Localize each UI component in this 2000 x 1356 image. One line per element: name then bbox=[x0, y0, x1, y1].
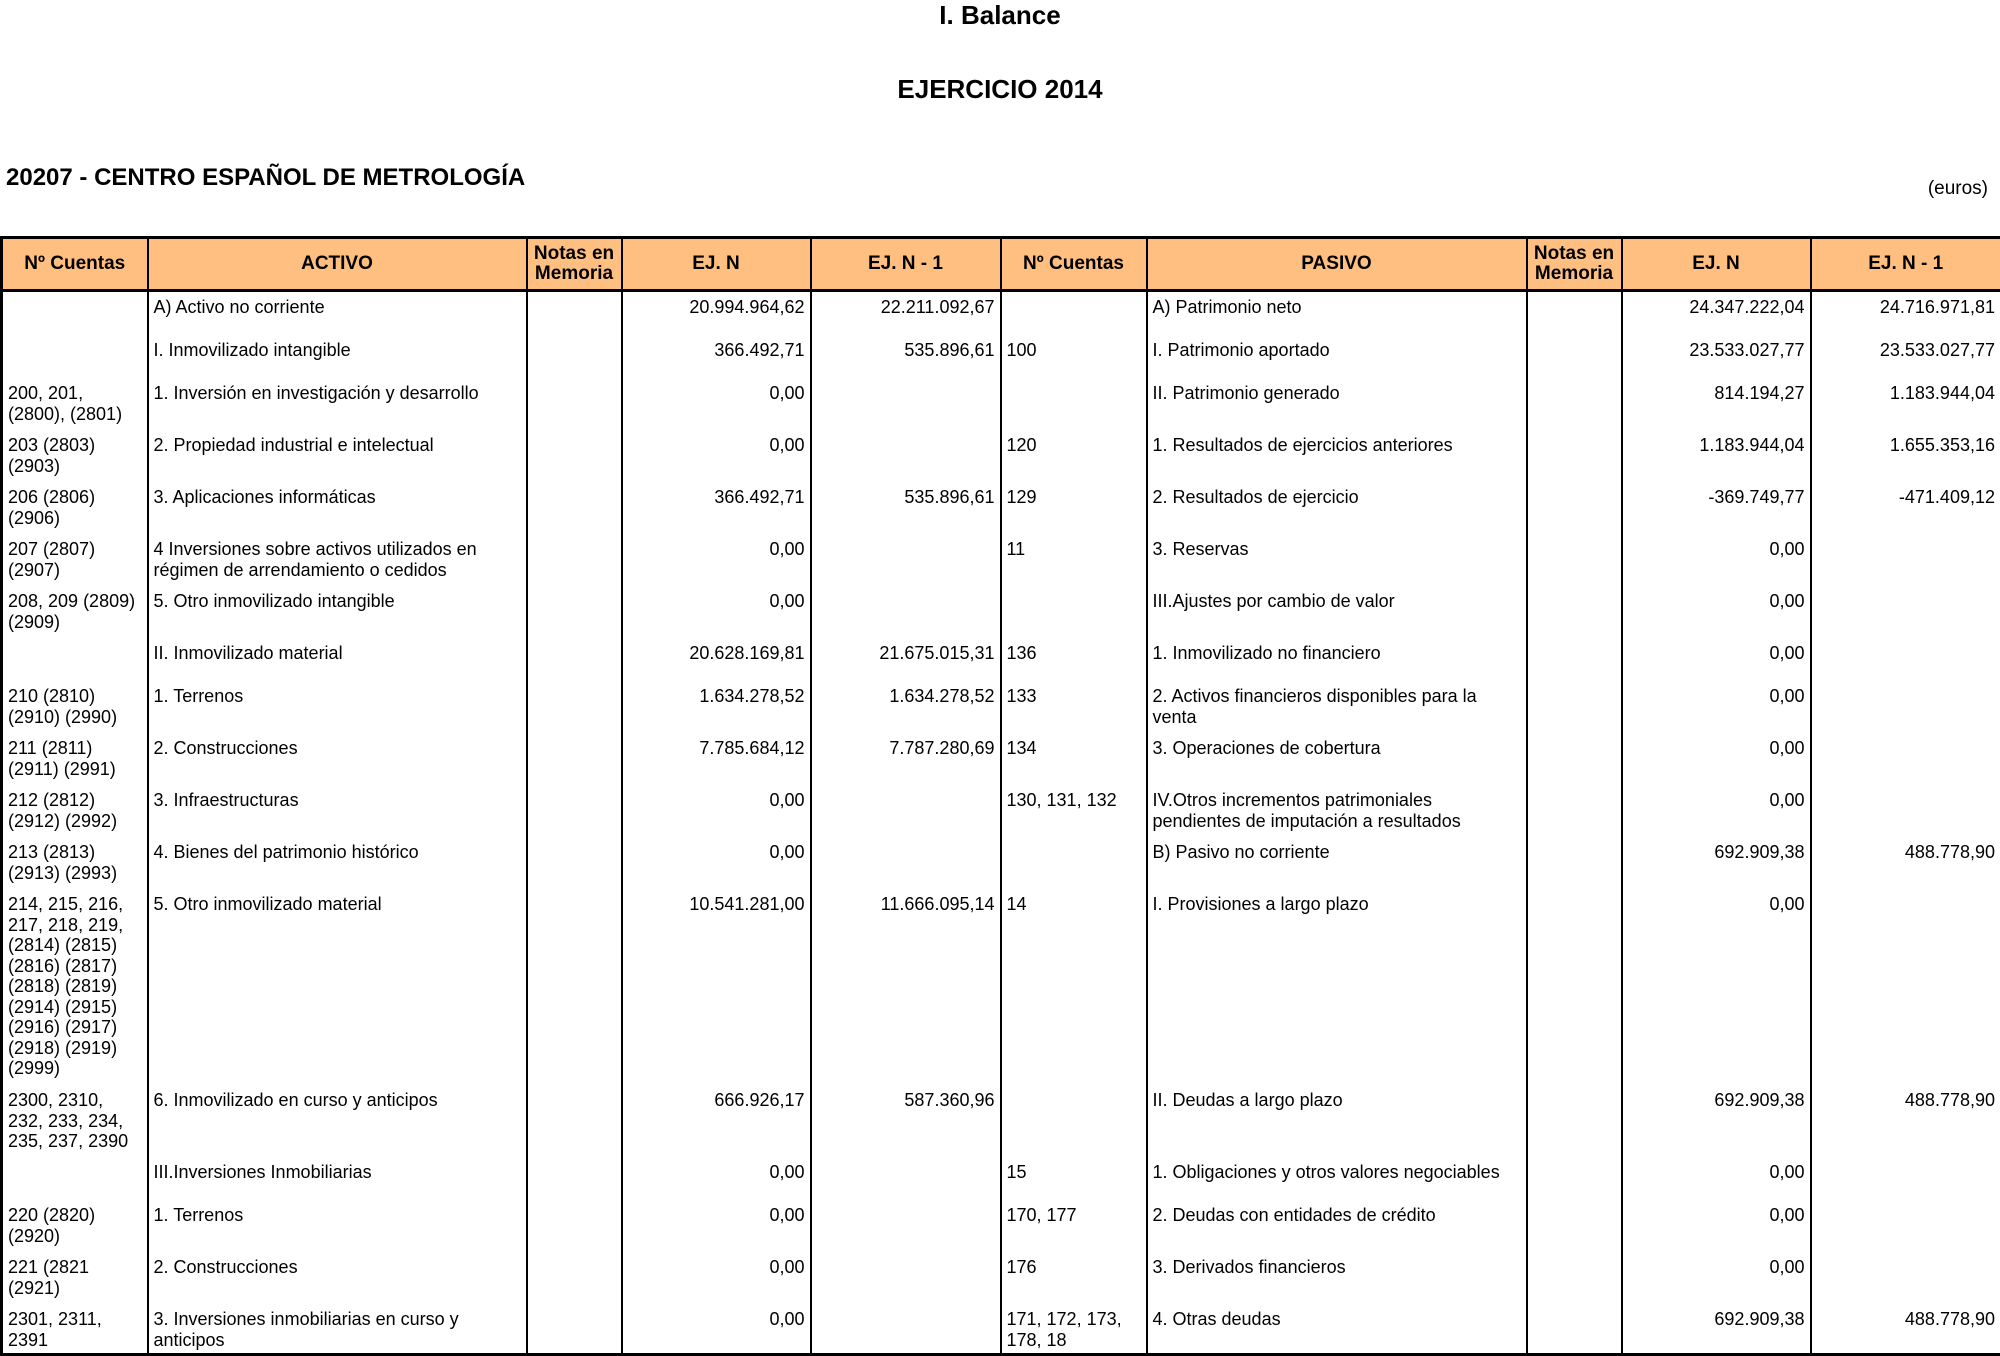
liability-ej-n1-cell bbox=[1811, 586, 2000, 638]
table-row bbox=[2, 335, 2000, 378]
page-title: I. Balance bbox=[939, 0, 1061, 30]
liability-accounts-cell: 176 bbox=[1001, 1252, 1147, 1304]
col-header-asset-ej-n: EJ. N bbox=[622, 238, 811, 291]
table-row bbox=[2, 785, 2000, 837]
col-header-asset-ej-n1: EJ. N - 1 bbox=[811, 238, 1001, 291]
asset-label-cell: 6. Inmovilizado en curso y anticipos bbox=[148, 1085, 527, 1157]
liability-notes-cell bbox=[1527, 681, 1622, 733]
asset-label-cell: III.Inversiones Inmobiliarias bbox=[148, 1157, 527, 1200]
liability-ej-n1-cell bbox=[1811, 1157, 2000, 1200]
balance-table bbox=[0, 236, 2000, 1356]
asset-accounts-cell bbox=[2, 335, 148, 378]
table-row bbox=[2, 1085, 2000, 1157]
asset-ej-n-cell: 7.785.684,12 bbox=[622, 733, 811, 785]
asset-accounts-cell: 212 (2812) (2912) (2992) bbox=[2, 785, 148, 837]
liability-notes-cell bbox=[1527, 482, 1622, 534]
liability-ej-n1-cell bbox=[1811, 889, 2000, 1085]
liability-notes-cell bbox=[1527, 785, 1622, 837]
asset-ej-n-cell: 20.628.169,81 bbox=[622, 638, 811, 681]
liability-ej-n-cell: 0,00 bbox=[1622, 1252, 1811, 1304]
table-row bbox=[2, 586, 2000, 638]
table-row bbox=[2, 733, 2000, 785]
liability-ej-n-cell: 24.347.222,04 bbox=[1622, 291, 1811, 336]
col-header-liability-notes: Notas en Memoria bbox=[1527, 238, 1622, 291]
liability-notes-cell bbox=[1527, 378, 1622, 430]
asset-accounts-cell: 2300, 2310, 232, 233, 234, 235, 237, 2390 bbox=[2, 1085, 148, 1157]
asset-ej-n-cell: 20.994.964,62 bbox=[622, 291, 811, 336]
asset-notes-cell bbox=[527, 1304, 622, 1355]
liability-label-cell: A) Patrimonio neto bbox=[1147, 291, 1527, 336]
asset-notes-cell bbox=[527, 785, 622, 837]
liability-ej-n-cell: 0,00 bbox=[1622, 785, 1811, 837]
liability-accounts-cell: 120 bbox=[1001, 430, 1147, 482]
liability-accounts-cell bbox=[1001, 378, 1147, 430]
asset-ej-n-cell: 0,00 bbox=[622, 534, 811, 586]
asset-accounts-cell: 214, 215, 216, 217, 218, 219, (2814) (2815) (2816) (2817) (2818) (2819) (2914) (2915) (2916) (2917) (2918) (2919) (2999) bbox=[2, 889, 148, 1085]
liability-ej-n1-cell: -471.409,12 bbox=[1811, 482, 2000, 534]
header-row bbox=[2, 238, 2000, 291]
asset-ej-n1-cell bbox=[811, 378, 1001, 430]
liability-ej-n-cell: 0,00 bbox=[1622, 586, 1811, 638]
asset-accounts-cell: 2301, 2311, 2391 bbox=[2, 1304, 148, 1355]
asset-accounts-cell: 221 (2821 (2921) bbox=[2, 1252, 148, 1304]
col-header-liability-ej-n1: EJ. N - 1 bbox=[1811, 238, 2000, 291]
asset-ej-n1-cell: 535.896,61 bbox=[811, 335, 1001, 378]
asset-ej-n-cell: 0,00 bbox=[622, 378, 811, 430]
asset-notes-cell bbox=[527, 837, 622, 889]
liability-notes-cell bbox=[1527, 638, 1622, 681]
table-row bbox=[2, 681, 2000, 733]
asset-notes-cell bbox=[527, 586, 622, 638]
liability-label-cell: 3. Reservas bbox=[1147, 534, 1527, 586]
liability-accounts-cell: 11 bbox=[1001, 534, 1147, 586]
liability-ej-n-cell: 0,00 bbox=[1622, 534, 1811, 586]
liability-ej-n-cell: 0,00 bbox=[1622, 1200, 1811, 1252]
asset-accounts-cell: 220 (2820) (2920) bbox=[2, 1200, 148, 1252]
col-header-asset-notes: Notas en Memoria bbox=[527, 238, 622, 291]
liability-ej-n1-cell bbox=[1811, 785, 2000, 837]
asset-ej-n-cell: 0,00 bbox=[622, 430, 811, 482]
asset-label-cell: 2. Construcciones bbox=[148, 733, 527, 785]
asset-label-cell: II. Inmovilizado material bbox=[148, 638, 527, 681]
entity-title: 20207 - CENTRO ESPAÑOL DE METROLOGÍA bbox=[6, 164, 526, 191]
liability-notes-cell bbox=[1527, 1085, 1622, 1157]
liability-ej-n1-cell bbox=[1811, 1200, 2000, 1252]
liability-label-cell: 1. Resultados de ejercicios anteriores bbox=[1147, 430, 1527, 482]
asset-label-cell: 2. Construcciones bbox=[148, 1252, 527, 1304]
units-label: (euros) bbox=[1927, 178, 1988, 199]
asset-label-cell: 3. Inversiones inmobiliarias en curso y anticipos bbox=[148, 1304, 527, 1355]
liability-notes-cell bbox=[1527, 430, 1622, 482]
liability-ej-n-cell: 0,00 bbox=[1622, 681, 1811, 733]
asset-ej-n1-cell bbox=[811, 430, 1001, 482]
liability-accounts-cell bbox=[1001, 586, 1147, 638]
asset-ej-n-cell: 0,00 bbox=[622, 1304, 811, 1355]
liability-notes-cell bbox=[1527, 1304, 1622, 1355]
liability-accounts-cell: 14 bbox=[1001, 889, 1147, 1085]
asset-accounts-cell: 207 (2807) (2907) bbox=[2, 534, 148, 586]
liability-label-cell: 3. Operaciones de cobertura bbox=[1147, 733, 1527, 785]
asset-ej-n1-cell bbox=[811, 1200, 1001, 1252]
table-row bbox=[2, 291, 2000, 336]
liability-ej-n1-cell: 23.533.027,77 bbox=[1811, 335, 2000, 378]
liability-ej-n-cell: 23.533.027,77 bbox=[1622, 335, 1811, 378]
asset-ej-n-cell: 0,00 bbox=[622, 586, 811, 638]
asset-notes-cell bbox=[527, 430, 622, 482]
asset-accounts-cell: 210 (2810) (2910) (2990) bbox=[2, 681, 148, 733]
asset-label-cell: 3. Aplicaciones informáticas bbox=[148, 482, 527, 534]
asset-label-cell: 3. Infraestructuras bbox=[148, 785, 527, 837]
asset-label-cell: 4. Bienes del patrimonio histórico bbox=[148, 837, 527, 889]
asset-label-cell: 5. Otro inmovilizado intangible bbox=[148, 586, 527, 638]
asset-notes-cell bbox=[527, 889, 622, 1085]
asset-notes-cell bbox=[527, 1085, 622, 1157]
liability-label-cell: 1. Obligaciones y otros valores negociables bbox=[1147, 1157, 1527, 1200]
liability-ej-n-cell: 0,00 bbox=[1622, 889, 1811, 1085]
liability-label-cell: 2. Deudas con entidades de crédito bbox=[1147, 1200, 1527, 1252]
liability-ej-n1-cell: 1.655.353,16 bbox=[1811, 430, 2000, 482]
asset-label-cell: 1. Terrenos bbox=[148, 1200, 527, 1252]
liability-ej-n-cell: -369.749,77 bbox=[1622, 482, 1811, 534]
liability-ej-n-cell: 0,00 bbox=[1622, 733, 1811, 785]
asset-ej-n1-cell: 1.634.278,52 bbox=[811, 681, 1001, 733]
liability-label-cell: 2. Activos financieros disponibles para la venta bbox=[1147, 681, 1527, 733]
table-row bbox=[2, 1157, 2000, 1200]
asset-ej-n1-cell bbox=[811, 785, 1001, 837]
liability-label-cell: I. Patrimonio aportado bbox=[1147, 335, 1527, 378]
asset-ej-n-cell: 0,00 bbox=[622, 1252, 811, 1304]
asset-ej-n-cell: 0,00 bbox=[622, 785, 811, 837]
table-row bbox=[2, 1200, 2000, 1252]
asset-ej-n-cell: 0,00 bbox=[622, 837, 811, 889]
liability-ej-n-cell: 0,00 bbox=[1622, 638, 1811, 681]
liability-accounts-cell bbox=[1001, 1085, 1147, 1157]
table-row bbox=[2, 1252, 2000, 1304]
col-header-asset-accounts: Nº Cuentas bbox=[2, 238, 148, 291]
col-header-liability-accounts: Nº Cuentas bbox=[1001, 238, 1147, 291]
asset-notes-cell bbox=[527, 534, 622, 586]
asset-notes-cell bbox=[527, 1157, 622, 1200]
asset-ej-n1-cell: 587.360,96 bbox=[811, 1085, 1001, 1157]
col-header-activo: ACTIVO bbox=[148, 238, 527, 291]
liability-notes-cell bbox=[1527, 1252, 1622, 1304]
table-row bbox=[2, 638, 2000, 681]
table-row bbox=[2, 378, 2000, 430]
liability-accounts-cell: 170, 177 bbox=[1001, 1200, 1147, 1252]
asset-label-cell: 1. Terrenos bbox=[148, 681, 527, 733]
asset-label-cell: A) Activo no corriente bbox=[148, 291, 527, 336]
liability-notes-cell bbox=[1527, 335, 1622, 378]
liability-notes-cell bbox=[1527, 1157, 1622, 1200]
asset-notes-cell bbox=[527, 1252, 622, 1304]
liability-label-cell: II. Patrimonio generado bbox=[1147, 378, 1527, 430]
table-row bbox=[2, 889, 2000, 1085]
liability-ej-n-cell: 692.909,38 bbox=[1622, 1304, 1811, 1355]
asset-ej-n1-cell: 21.675.015,31 bbox=[811, 638, 1001, 681]
asset-accounts-cell: 203 (2803) (2903) bbox=[2, 430, 148, 482]
liability-ej-n1-cell bbox=[1811, 681, 2000, 733]
table-row bbox=[2, 534, 2000, 586]
col-header-pasivo: PASIVO bbox=[1147, 238, 1527, 291]
liability-accounts-cell bbox=[1001, 291, 1147, 336]
liability-ej-n1-cell: 488.778,90 bbox=[1811, 837, 2000, 889]
liability-notes-cell bbox=[1527, 837, 1622, 889]
asset-accounts-cell: 206 (2806) (2906) bbox=[2, 482, 148, 534]
asset-ej-n-cell: 0,00 bbox=[622, 1200, 811, 1252]
asset-accounts-cell: 211 (2811) (2911) (2991) bbox=[2, 733, 148, 785]
liability-label-cell: 1. Inmovilizado no financiero bbox=[1147, 638, 1527, 681]
asset-notes-cell bbox=[527, 291, 622, 336]
asset-label-cell: I. Inmovilizado intangible bbox=[148, 335, 527, 378]
liability-notes-cell bbox=[1527, 291, 1622, 336]
table-row bbox=[2, 837, 2000, 889]
liability-accounts-cell: 136 bbox=[1001, 638, 1147, 681]
col-header-liability-ej-n: EJ. N bbox=[1622, 238, 1811, 291]
liability-label-cell: III.Ajustes por cambio de valor bbox=[1147, 586, 1527, 638]
asset-ej-n1-cell: 7.787.280,69 bbox=[811, 733, 1001, 785]
liability-notes-cell bbox=[1527, 733, 1622, 785]
asset-accounts-cell bbox=[2, 1157, 148, 1200]
asset-notes-cell bbox=[527, 335, 622, 378]
asset-label-cell: 2. Propiedad industrial e intelectual bbox=[148, 430, 527, 482]
liability-accounts-cell: 133 bbox=[1001, 681, 1147, 733]
asset-notes-cell bbox=[527, 1200, 622, 1252]
liability-ej-n1-cell bbox=[1811, 1252, 2000, 1304]
asset-ej-n1-cell bbox=[811, 1157, 1001, 1200]
asset-accounts-cell bbox=[2, 291, 148, 336]
liability-label-cell: 4. Otras deudas bbox=[1147, 1304, 1527, 1355]
liability-notes-cell bbox=[1527, 534, 1622, 586]
asset-ej-n1-cell bbox=[811, 1304, 1001, 1355]
asset-accounts-cell: 208, 209 (2809) (2909) bbox=[2, 586, 148, 638]
liability-accounts-cell: 171, 172, 173, 178, 18 bbox=[1001, 1304, 1147, 1355]
year-title: EJERCICIO 2014 bbox=[897, 74, 1103, 104]
liability-accounts-cell: 15 bbox=[1001, 1157, 1147, 1200]
liability-accounts-cell: 129 bbox=[1001, 482, 1147, 534]
asset-ej-n1-cell bbox=[811, 1252, 1001, 1304]
asset-ej-n-cell: 366.492,71 bbox=[622, 335, 811, 378]
liability-ej-n-cell: 814.194,27 bbox=[1622, 378, 1811, 430]
liability-label-cell: 3. Derivados financieros bbox=[1147, 1252, 1527, 1304]
asset-accounts-cell: 213 (2813) (2913) (2993) bbox=[2, 837, 148, 889]
liability-ej-n1-cell: 488.778,90 bbox=[1811, 1304, 2000, 1355]
liability-ej-n-cell: 692.909,38 bbox=[1622, 1085, 1811, 1157]
liability-ej-n1-cell bbox=[1811, 733, 2000, 785]
liability-label-cell: B) Pasivo no corriente bbox=[1147, 837, 1527, 889]
table-row bbox=[2, 430, 2000, 482]
liability-notes-cell bbox=[1527, 889, 1622, 1085]
liability-accounts-cell: 130, 131, 132 bbox=[1001, 785, 1147, 837]
asset-accounts-cell bbox=[2, 638, 148, 681]
asset-accounts-cell: 200, 201, (2800), (2801) bbox=[2, 378, 148, 430]
liability-label-cell: IV.Otros incrementos patrimoniales pendientes de imputación a resultados bbox=[1147, 785, 1527, 837]
liability-accounts-cell: 134 bbox=[1001, 733, 1147, 785]
balance-body bbox=[2, 291, 2000, 1355]
liability-accounts-cell bbox=[1001, 837, 1147, 889]
asset-ej-n1-cell bbox=[811, 837, 1001, 889]
asset-label-cell: 1. Inversión en investigación y desarrollo bbox=[148, 378, 527, 430]
asset-ej-n-cell: 0,00 bbox=[622, 1157, 811, 1200]
liability-ej-n1-cell bbox=[1811, 638, 2000, 681]
asset-notes-cell bbox=[527, 681, 622, 733]
liability-ej-n1-cell bbox=[1811, 534, 2000, 586]
liability-ej-n-cell: 692.909,38 bbox=[1622, 837, 1811, 889]
asset-notes-cell bbox=[527, 638, 622, 681]
table-row bbox=[2, 1304, 2000, 1355]
asset-ej-n1-cell: 11.666.095,14 bbox=[811, 889, 1001, 1085]
liability-notes-cell bbox=[1527, 586, 1622, 638]
asset-notes-cell bbox=[527, 482, 622, 534]
asset-notes-cell bbox=[527, 733, 622, 785]
table-row bbox=[2, 482, 2000, 534]
asset-ej-n-cell: 10.541.281,00 bbox=[622, 889, 811, 1085]
asset-ej-n-cell: 666.926,17 bbox=[622, 1085, 811, 1157]
liability-ej-n1-cell: 1.183.944,04 bbox=[1811, 378, 2000, 430]
asset-ej-n-cell: 366.492,71 bbox=[622, 482, 811, 534]
liability-ej-n1-cell: 24.716.971,81 bbox=[1811, 291, 2000, 336]
asset-ej-n1-cell: 535.896,61 bbox=[811, 482, 1001, 534]
asset-ej-n1-cell: 22.211.092,67 bbox=[811, 291, 1001, 336]
liability-label-cell: 2. Resultados de ejercicio bbox=[1147, 482, 1527, 534]
liability-accounts-cell: 100 bbox=[1001, 335, 1147, 378]
liability-ej-n1-cell: 488.778,90 bbox=[1811, 1085, 2000, 1157]
asset-ej-n1-cell bbox=[811, 586, 1001, 638]
liability-ej-n-cell: 0,00 bbox=[1622, 1157, 1811, 1200]
asset-label-cell: 5. Otro inmovilizado material bbox=[148, 889, 527, 1085]
liability-ej-n-cell: 1.183.944,04 bbox=[1622, 430, 1811, 482]
asset-ej-n-cell: 1.634.278,52 bbox=[622, 681, 811, 733]
asset-ej-n1-cell bbox=[811, 534, 1001, 586]
liability-notes-cell bbox=[1527, 1200, 1622, 1252]
asset-label-cell: 4 Inversiones sobre activos utilizados en régimen de arrendamiento o cedidos bbox=[148, 534, 527, 586]
liability-label-cell: II. Deudas a largo plazo bbox=[1147, 1085, 1527, 1157]
asset-notes-cell bbox=[527, 378, 622, 430]
liability-label-cell: I. Provisiones a largo plazo bbox=[1147, 889, 1527, 1085]
